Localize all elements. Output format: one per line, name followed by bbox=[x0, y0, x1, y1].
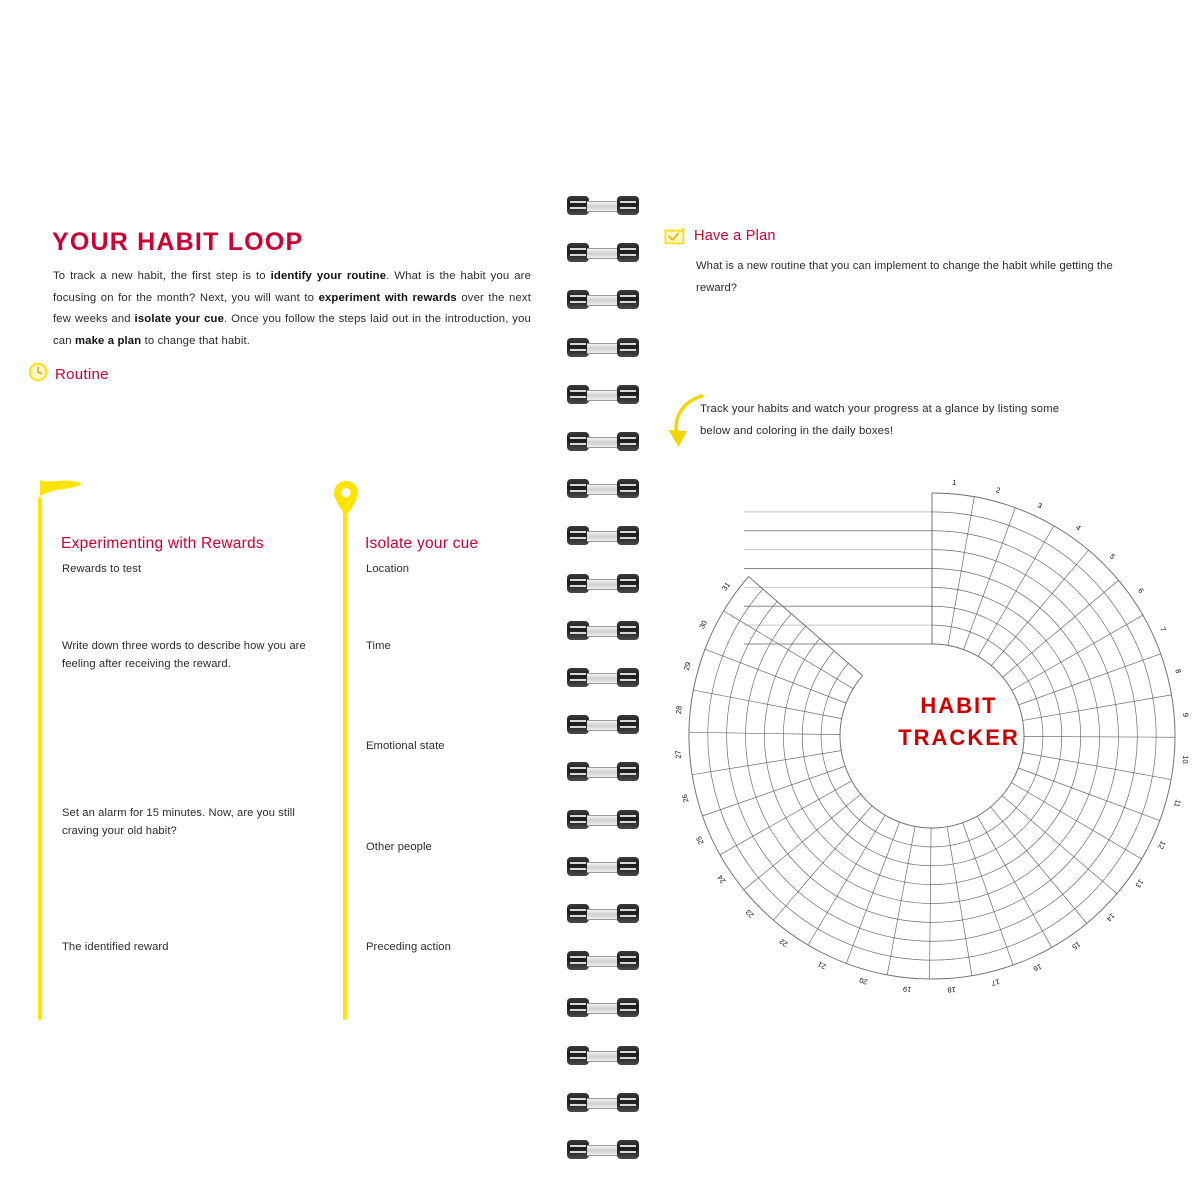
rewards-prompt-1: Rewards to test bbox=[62, 563, 142, 575]
flag-icon bbox=[38, 478, 88, 517]
day-label: 29 bbox=[681, 660, 693, 672]
day-label: 28 bbox=[673, 705, 684, 715]
habit-tracker-title bbox=[874, 690, 1044, 754]
spiral-ring-icon bbox=[567, 857, 639, 876]
day-label: 10 bbox=[1180, 755, 1191, 765]
day-label: 7 bbox=[1158, 625, 1169, 634]
spiral-binding bbox=[562, 0, 644, 1200]
day-label: 27 bbox=[673, 749, 683, 759]
spiral-ring-icon bbox=[567, 432, 639, 451]
spiral-ring-icon bbox=[567, 526, 639, 545]
day-label: 4 bbox=[1074, 522, 1083, 533]
cue-column-stem bbox=[343, 505, 347, 1020]
day-label: 8 bbox=[1173, 668, 1184, 675]
spiral-ring-icon bbox=[567, 290, 639, 309]
day-label: 26 bbox=[679, 793, 691, 804]
day-label: 23 bbox=[743, 907, 756, 920]
cue-prompt-4: Other people bbox=[366, 841, 432, 853]
left-page bbox=[0, 0, 560, 1200]
day-label: 6 bbox=[1136, 586, 1146, 595]
right-page bbox=[644, 0, 1200, 1200]
day-label: 30 bbox=[697, 618, 709, 631]
day-label: 25 bbox=[694, 834, 706, 846]
day-label: 22 bbox=[777, 936, 790, 949]
cue-column-heading: Isolate your cue bbox=[365, 535, 479, 552]
spiral-ring-icon bbox=[567, 574, 639, 593]
cue-prompt-1: Location bbox=[366, 563, 410, 575]
day-label: 17 bbox=[990, 977, 1001, 988]
day-label: 11 bbox=[1172, 798, 1183, 809]
day-label: 14 bbox=[1104, 911, 1117, 924]
spiral-ring-icon bbox=[567, 762, 639, 781]
tracker-title-line-1: HABIT bbox=[920, 693, 998, 718]
day-label: 12 bbox=[1156, 839, 1168, 851]
day-label: 3 bbox=[1036, 500, 1044, 511]
spiral-ring-icon bbox=[567, 385, 639, 404]
day-label: 18 bbox=[947, 984, 957, 995]
habit-write-in-lines[interactable] bbox=[744, 512, 932, 644]
spiral-ring-icon bbox=[567, 904, 639, 923]
day-label: 16 bbox=[1031, 961, 1044, 974]
map-pin-icon bbox=[330, 478, 362, 525]
spiral-ring-icon bbox=[567, 810, 639, 829]
day-label: 20 bbox=[858, 975, 869, 987]
routine-row bbox=[28, 362, 109, 387]
tracker-instruction: Track your habits and watch your progress at a glance by listing some below and coloring in the daily boxes! bbox=[700, 403, 1060, 438]
spiral-ring-icon bbox=[567, 338, 639, 357]
rewards-prompt-3: Set an alarm for 15 minutes. Now, are you still craving your old habit? bbox=[62, 807, 295, 838]
rewards-column-stem bbox=[38, 497, 42, 1020]
have-a-plan-row bbox=[664, 228, 776, 254]
tracker-title-line-2: TRACKER bbox=[898, 724, 1020, 750]
spiral-ring-icon bbox=[567, 668, 639, 687]
spiral-ring-icon bbox=[567, 1140, 639, 1159]
day-label: 31 bbox=[719, 580, 733, 593]
day-label: 21 bbox=[816, 959, 828, 972]
cue-prompt-5: Preceding action bbox=[366, 941, 451, 953]
rewards-prompt-2: Write down three words to describe how you are feeling after receiving the reward. bbox=[62, 640, 306, 671]
day-label: 13 bbox=[1133, 877, 1146, 890]
cue-prompt-3: Emotional state bbox=[366, 740, 445, 752]
spiral-ring-icon bbox=[567, 951, 639, 970]
spiral-ring-icon bbox=[567, 479, 639, 498]
page-title: YOUR HABIT LOOP bbox=[52, 228, 304, 256]
spiral-ring-icon bbox=[567, 715, 639, 734]
day-label: 24 bbox=[715, 873, 728, 886]
routine-label: Routine bbox=[55, 366, 109, 383]
spiral-ring-icon bbox=[567, 243, 639, 262]
day-label: 2 bbox=[994, 485, 1002, 496]
spiral-ring-icon bbox=[567, 998, 639, 1017]
rewards-column-heading: Experimenting with Rewards bbox=[61, 535, 264, 552]
cue-prompt-2: Time bbox=[366, 640, 391, 652]
spiral-ring-icon bbox=[567, 1046, 639, 1065]
day-label: 5 bbox=[1107, 551, 1118, 562]
day-label: 9 bbox=[1181, 712, 1191, 718]
rewards-prompt-4: The identified reward bbox=[62, 941, 169, 953]
clock-icon bbox=[28, 362, 48, 387]
intro-paragraph: To track a new habit, the first step is to identify your routine. What is the habit you are focusing on for the month? Next, you will want to experiment with rewards over the next few weeks and isolate your cue. Once you follow the steps laid out in the introduction, you can make a plan to change that habit. bbox=[53, 270, 531, 348]
spiral-ring-icon bbox=[567, 196, 639, 215]
spiral-ring-icon bbox=[567, 621, 639, 640]
day-label: 15 bbox=[1070, 939, 1083, 952]
day-label: 19 bbox=[902, 984, 912, 995]
have-a-plan-heading: Have a Plan bbox=[694, 228, 776, 244]
spiral-ring-icon bbox=[567, 1093, 639, 1112]
have-a-plan-body: What is a new routine that you can implement to change the habit while getting the reward? bbox=[696, 260, 1113, 294]
checkbox-checked-icon bbox=[664, 228, 685, 254]
day-label: 1 bbox=[951, 477, 957, 488]
